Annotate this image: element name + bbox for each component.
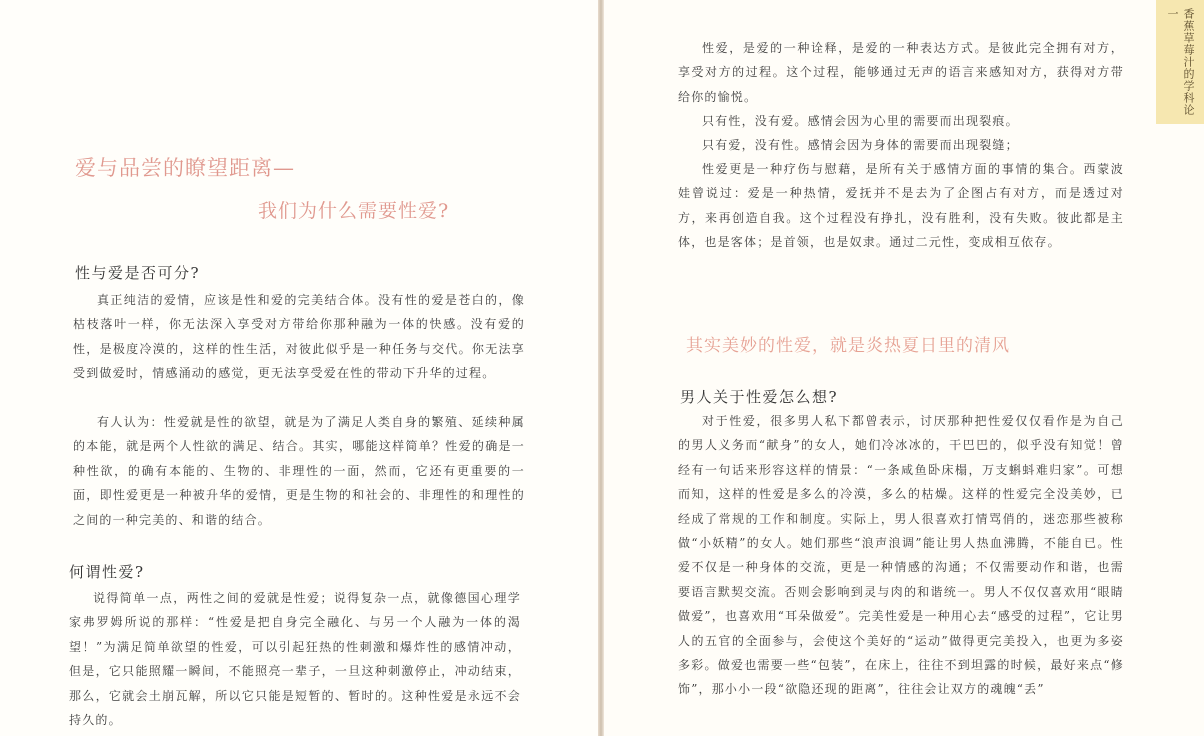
section-heading-men-think: 男人关于性爱怎么想? — [680, 388, 839, 406]
side-tab-label: 香蕉草莓汁的学科论一 — [1166, 8, 1195, 116]
section-heading-sex-and-love: 性与爱是否可分? — [75, 264, 201, 282]
chapter-side-tab — [1156, 0, 1204, 124]
paragraph: 有人认为：性爱就是性的欲望，就是为了满足人类自身的繁殖、延续种属的本能，就是两个人性欲的满足、结合。其实，哪能这样简单？性爱的确是一种性欲，的确有本能的、生物的、非理性的一面，然而，它还有更重要的一面，即性爱更是一种被升华的爱情，更是生物的和社会的、非理性的和理性的之间的一种完美的、和谐的结合。 — [73, 415, 525, 527]
section-title-summer-breeze: 其实美妙的性爱，就是炎热夏日里的清风 — [686, 336, 1010, 356]
paragraph: 真正纯洁的爱情，应该是性和爱的完美结合体。没有性的爱是苍白的，像枯枝落叶一样，你无法深入享受对方带给你那种融为一体的快感。没有爱的性，是极度冷漠的，这样的性生活，对彼此似乎是一种任务与交代。你无法享受到做爱时，情感涌动的感觉，更无法享受爱在性的带动下升华的过程。 — [73, 293, 525, 381]
left-page — [0, 0, 598, 736]
paragraph: 性爱，是爱的一种诠释，是爱的一种表达方式。是彼此完全拥有对方，享受对方的过程。这个过程，能够通过无声的语言来感知对方，获得对方带给你的愉悦。 — [678, 41, 1124, 104]
paragraph: 只有爱，没有性。感情会因为身体的需要而出现裂缝； — [702, 138, 1019, 152]
section-heading-what-is: 何谓性爱? — [69, 563, 145, 581]
paragraph: 只有性，没有爱。感情会因为心里的需要而出现裂痕。 — [702, 114, 1019, 128]
chapter-title-line1: 爱与品尝的瞭望距离— — [75, 156, 295, 180]
paragraph: 性爱更是一种疗伤与慰藉，是所有关于感情方面的事情的集合。西蒙波娃曾说过：爱是一种热情，爱抚并不是去为了企图占有对方，而是透过对方，来再创造自我。这个过程没有挣扎，没有胜利，没有失败。彼此都是主体，也是客体；是首领，也是奴隶。通过二元性，变成相互依存。 — [678, 162, 1124, 250]
chapter-title-line2: 我们为什么需要性爱? — [258, 200, 450, 222]
paragraph: 说得简单一点，两性之间的爱就是性爱；说得复杂一点，就像德国心理学家弗罗姆所说的那样：“性爱是把自身完全融化、与另一个人融为一体的渴望！”为满足简单欲望的性爱，可以引起狂热的性刺激和爆炸性的感情冲动，但是，它只能照耀一瞬间，不能照亮一辈子，一旦这种刺激停止，冲动结束，那么，它就会土崩瓦解，所以它只能是短暂的、暂时的。这种性爱是永远不会持久的。 — [69, 591, 521, 728]
right-page — [604, 0, 1204, 736]
paragraph: 对于性爱，很多男人私下都曾表示，讨厌那种把性爱仅仅看作是为自己的男人义务而“献身”的女人，她们冷冰冰的，干巴巴的，似乎没有知觉！曾经有一句话来形容这样的情景：“一条咸鱼卧床榻，万支蝌蚪难归家”。可想而知，这样的性爱是多么的冷漠，多么的枯燥。这样的性爱完全没美妙，已经成了常规的工作和制度。实际上，男人很喜欢打情骂俏的，迷恋那些被称做“小妖精”的女人。她们那些“浪声浪调”能让男人热血沸腾，不能自已。性爱不仅是一种身体的交流，更是一种情感的沟通；不仅需要动作和谐，也需要语言默契交流。否则会影响到灵与肉的和谐统一。男人不仅仅喜欢用“眼睛做爱”，也喜欢用“耳朵做爱”。完美性爱是一种用心去“感受的过程”，它让男人的五官的全面参与，会使这个美好的“运动”做得更完美投入，也更为多姿多彩。做爱也需要一些“包装”，在床上，往往不到坦露的时候，最好来点“修饰”，那小小一段“欲隐还现的距离”，往往会让双方的魂魄“丢” — [678, 414, 1124, 697]
